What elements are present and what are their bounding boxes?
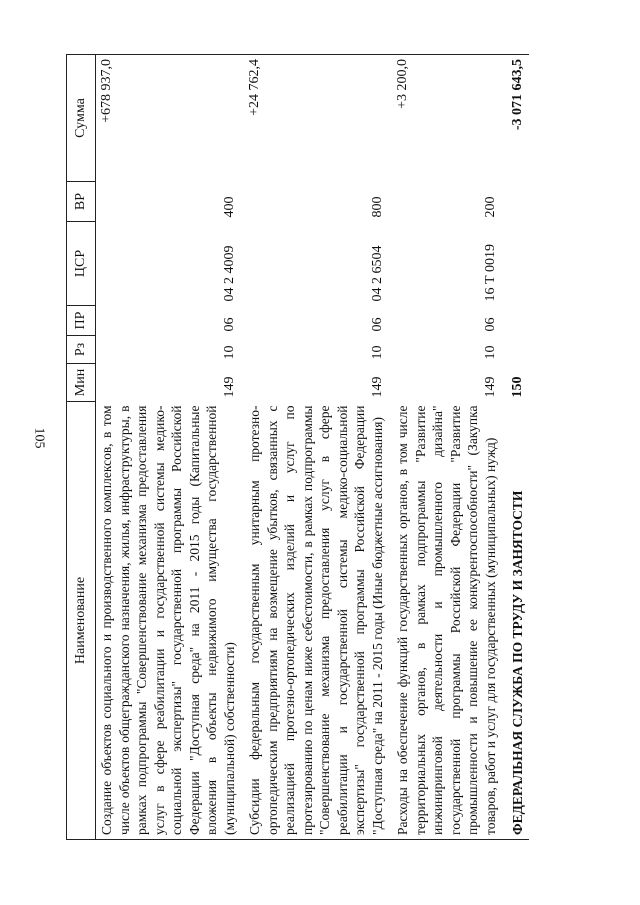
table-row [96, 55, 245, 840]
page-number-text: 105 [31, 427, 46, 449]
row-rz: 10 [482, 345, 498, 360]
row-min: 149 [221, 376, 237, 398]
header-rz: Рз [67, 336, 96, 364]
budget-table [66, 54, 529, 840]
total-vr [505, 182, 529, 222]
total-min: 150 [510, 376, 525, 398]
row-pr: 06 [482, 317, 498, 332]
header-vr: ВР [67, 182, 96, 222]
row-rz: 10 [221, 345, 237, 360]
row-csr: 04 2 4009 [221, 245, 237, 302]
row-sum: +678 937,0 [96, 55, 245, 182]
total-row [505, 55, 529, 840]
total-sum: -3 071 643,5 [505, 55, 529, 182]
row-pr: 06 [369, 317, 385, 332]
row-pr: 06 [221, 317, 237, 332]
header-csr: ЦСР [67, 222, 96, 306]
row-name: Создание объектов социального и производственного комплексов, в том числе объектов общегражданского назначения, жилья, инфраструктуры, в рамках подпрограммы "Совершенствование механизма предоставления услуг в сфере реабилитации и государственной системы медико-социальной экспертизы" государственной программы Российской Федерации "Доступная среда" на 2011 - 2015 годы (Капитальные вложения в объекты недвижимого имущества государственной (муниципальной) собственности) [96, 402, 245, 840]
total-pr [505, 306, 529, 336]
row-min: 149 [482, 376, 498, 398]
row-rz: 10 [369, 345, 385, 360]
budget-table-page [66, 55, 542, 840]
row-vr: 800 [369, 196, 385, 218]
header-min: Мин [67, 364, 96, 402]
row-name: Субсидии федеральным государственным унитарным протезно-ортопедическим предприятиям на возмещение убытков, связанных с реализацией протезно-ортопедических изделий и услуг по протезированию по ценам ниже себестоимости, в рамках подпрограммы "Совершенствование механизма предоставления услуг в сфере реабилитации и государственной системы медико-социальной экспертизы" государственной программы Российской Федерации "Доступная среда" на 2011 - 2015 годы (Иные бюджетные ассигнования) [244, 402, 392, 840]
header-name: Наименование [67, 402, 96, 840]
row-name: Расходы на обеспечение функций государственных органов, в том числе территориальных органов, в рамках подпрограммы "Развитие инжиниринговой деятельности и промышленного дизайна" государственной программы Российской Федерации "Развитие промышленности и повышение ее конкурентоспособности" (Закупка товаров, работ и услуг для государственных (муниципальных) нужд) [392, 402, 505, 840]
row-csr: 04 2 6504 [369, 245, 385, 302]
row-sum: +3 200,0 [392, 55, 505, 182]
row-min: 149 [369, 376, 385, 398]
total-rz [505, 336, 529, 364]
header-pr: ПР [67, 306, 96, 336]
row-csr: 16 Т 0019 [482, 243, 498, 302]
table-row [392, 55, 505, 840]
table-row [244, 55, 392, 840]
table-header-row [67, 55, 96, 840]
row-vr: 400 [221, 196, 237, 218]
header-sum: Сумма [67, 55, 96, 182]
row-vr: 200 [482, 196, 498, 218]
total-csr [505, 222, 529, 306]
page-number [28, 418, 48, 458]
total-name: ФЕДЕРАЛЬНАЯ СЛУЖБА ПО ТРУДУ И ЗАНЯТОСТИ [505, 402, 529, 840]
row-sum: +24 762,4 [244, 55, 392, 182]
